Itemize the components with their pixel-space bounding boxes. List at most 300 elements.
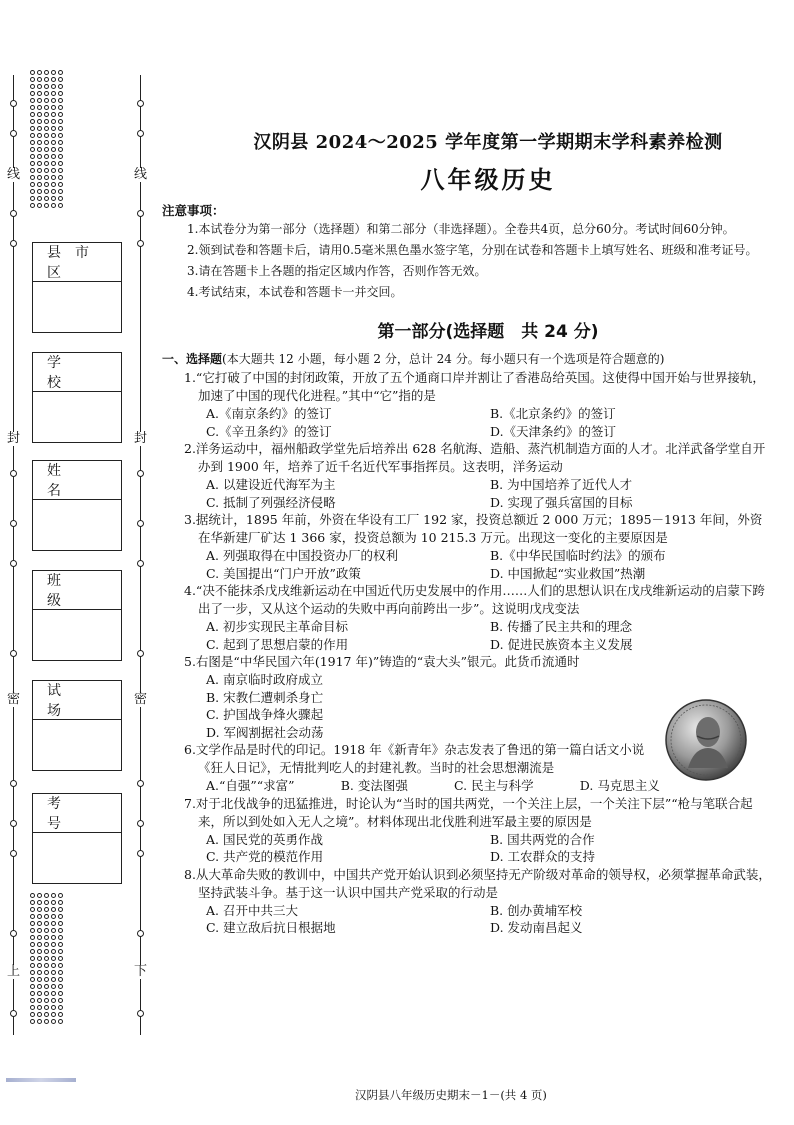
binding-dot [30,119,35,124]
binding-dot [58,921,63,926]
binding-ring [10,240,17,247]
binding-ring [10,130,17,137]
binding-dot [58,126,63,131]
binding-dot [58,970,63,975]
binding-dot [37,133,42,138]
binding-dot [37,91,42,96]
binding-dot [58,956,63,961]
binding-dot [30,182,35,187]
binding-dot [51,956,56,961]
binding-dot [30,956,35,961]
binding-dot [44,956,49,961]
question-4 [162,582,774,653]
binding-ring [137,650,144,657]
binding-dot [44,133,49,138]
option-b: B. 为中国培养了近代人才 [490,477,633,492]
binding-dot [30,203,35,208]
binding-dot [51,1005,56,1010]
exam-title: 汉阴县 2024～2025 学年度第一学期期末学科素养检测 [253,132,723,153]
binding-dot [51,907,56,912]
binding-dot [37,935,42,940]
binding-ring [10,520,17,527]
binding-dot [51,977,56,982]
binding-dot [44,70,49,75]
option-b: B.《中华民国临时约法》的颁布 [490,548,666,563]
field-label-exam-number: 考 号 [33,794,121,833]
binding-ring [10,780,17,787]
option-a: A. 列强取得在中国投资办厂的权利 [206,548,398,563]
binding-dot [44,91,49,96]
binding-dot [51,77,56,82]
binding-dot [58,175,63,180]
binding-dot [37,949,42,954]
binding-dot [44,921,49,926]
option-a: A. 国民党的英勇作战 [206,831,323,847]
binding-dot [30,949,35,954]
binding-dot [30,140,35,145]
option-b: B. 国共两党的合作 [490,831,595,847]
binding-dot [30,963,35,968]
binding-dot [44,140,49,145]
binding-dot [37,70,42,75]
binding-dot [44,161,49,166]
binding-ring [10,560,17,567]
binding-dot [51,196,56,201]
field-box-class[interactable] [32,570,122,661]
binding-dot [37,1019,42,1024]
binding-dot [51,70,56,75]
binding-dot [51,963,56,968]
binding-dot [58,112,63,117]
option-d: D. 工农群众的支持 [490,849,596,864]
binding-dot [51,970,56,975]
binding-ring [10,930,17,937]
binding-dot [30,921,35,926]
option-a: A.“自强”“求富” [206,778,295,793]
binding-dot [37,921,42,926]
binding-dot [37,203,42,208]
binding-dot [44,77,49,82]
question-stem: 1.“它打破了中国的封闭政策，开放了五个通商口岸并割让了香港岛给英国。这使得中国开始与世界接轨，加速了中国的现代化进程。”其中“它”指的是 [184,370,765,403]
section-label: 一、选择题 [162,352,223,366]
binding-ring [10,100,17,107]
binding-dot [37,147,42,152]
option-a: A. 以建设近代海军为主 [206,477,336,492]
binding-dot [37,984,42,989]
binding-dot [37,991,42,996]
cut-label-xian-inner: 线 [134,167,148,182]
binding-dot [51,914,56,919]
binding-dot [30,942,35,947]
binding-dot [44,907,49,912]
yuan-datou-coin-image [664,698,748,782]
cut-label-xian: 线 [7,167,21,182]
binding-dot [44,154,49,159]
page-footer: 汉阴县八年级历史期末－1－(共 4 页) [355,1088,547,1102]
binding-dot [44,991,49,996]
binding-dot [58,928,63,933]
binding-ring [137,820,144,827]
binding-ring [10,470,17,477]
binding-dot [58,203,63,208]
option-d: D.《天津条约》的签订 [490,423,617,439]
bottom-label-xia: 下 [134,964,148,979]
binding-dot [44,84,49,89]
binding-dot [37,907,42,912]
binding-dot [44,942,49,947]
binding-dot [44,126,49,131]
field-label-class: 班 级 [33,571,121,610]
binding-dot [37,956,42,961]
question-stem: 3.据统计，1895 年前，外资在华设有工厂 192 家，投资总额近 2 000 万元；1895－1913 年间，外资在华新建厂矿达 1 366 家，投资总额为 10 215.3 万元。出现这一变化的主要原因是 [184,512,763,545]
option-d: D. 军阀割据社会动荡 [206,724,324,740]
binding-ring [10,820,17,827]
binding-dot [30,900,35,905]
binding-dot [58,998,63,1003]
binding-dot [51,119,56,124]
binding-dot [30,77,35,82]
binding-dot [37,112,42,117]
cut-label-feng-inner: 封 [134,431,148,446]
field-box-county[interactable] [32,242,122,333]
binding-dot [37,182,42,187]
field-label-county: 县市区 [33,243,121,282]
binding-dot [44,928,49,933]
binding-dot [58,105,63,110]
cut-label-feng: 封 [7,431,21,446]
binding-dot [30,126,35,131]
binding-dot [51,893,56,898]
binding-dot [44,182,49,187]
binding-dot [58,935,63,940]
binding-dot [37,175,42,180]
binding-dot [37,98,42,103]
binding-dot [37,942,42,947]
binding-dot [51,84,56,89]
option-a: A. 南京临时政府成立 [206,672,323,687]
question-2 [162,440,774,511]
binding-ring [137,240,144,247]
binding-dot [44,147,49,152]
binding-dot [58,168,63,173]
binding-ring [137,780,144,787]
binding-dot [44,970,49,975]
binding-dot [44,1005,49,1010]
binding-dot [58,1019,63,1024]
binding-dot [44,112,49,117]
binding-dot [58,900,63,905]
option-b: B. 传播了民主共和的理念 [490,619,633,634]
binding-dot [51,182,56,187]
binding-dot [58,907,63,912]
binding-dot [58,942,63,947]
binding-dot [30,914,35,919]
binding-dot [51,935,56,940]
binding-ring [137,470,144,477]
binding-dot [58,196,63,201]
binding-ring [10,1010,17,1017]
option-c: C. 美国提出“门户开放”政策 [206,565,361,581]
option-c: C. 建立敌后抗日根据地 [206,920,336,935]
binding-dot [51,998,56,1003]
binding-dot [30,147,35,152]
binding-dot [58,949,63,954]
binding-dot [37,963,42,968]
dot-column-bottom [30,893,64,1024]
binding-ring [137,560,144,567]
binding-dot [44,175,49,180]
section-heading [162,350,774,369]
binding-ring [137,130,144,137]
option-a: A. 召开中共三大 [206,902,298,918]
binding-ring [137,100,144,107]
binding-dot [30,98,35,103]
binding-dot [58,161,63,166]
binding-dot [30,907,35,912]
binding-dot [58,70,63,75]
binding-ring [137,850,144,857]
option-b: B.《北京条约》的签订 [490,406,616,421]
binding-dot [30,168,35,173]
binding-dot [37,1005,42,1010]
binding-dot [30,893,35,898]
binding-margin [0,0,160,1125]
binding-dot [44,105,49,110]
option-a: A.《南京条约》的签订 [206,406,332,421]
binding-dot [58,133,63,138]
binding-dot [44,203,49,208]
binding-dot [44,168,49,173]
binding-dot [58,1005,63,1010]
note-2: 2.领到试卷和答题卡后，请用0.5毫米黑色墨水签字笔，分别在试卷和答题卡上填写姓名、班级和准考证号。 [187,243,758,257]
binding-dot [37,119,42,124]
question-stem: 6.文学作品是时代的印记。1918 年《新青年》杂志发表了鲁迅的第一篇白话文小说《狂人日记》，无情批判吃人的封建礼教。当时的社会思想潮流是 [184,742,645,775]
question-3 [162,511,774,582]
binding-dot [44,984,49,989]
binding-dot [30,84,35,89]
binding-dot [51,1019,56,1024]
binding-dot [58,119,63,124]
binding-dot [30,175,35,180]
binding-dot [30,161,35,166]
binding-dot [44,1019,49,1024]
option-c: C. 护国战争烽火骤起 [206,707,324,722]
binding-dot [37,168,42,173]
binding-dot [44,893,49,898]
binding-dot [58,977,63,982]
part1-title: 第一部分(选择题 共 24 分) [377,322,599,342]
option-c: C.《辛丑条约》的签订 [206,423,332,439]
binding-dot [58,1012,63,1017]
binding-dot [37,140,42,145]
binding-dot [51,942,56,947]
field-box-room[interactable] [32,680,122,771]
note-3: 3.请在答题卡上各题的指定区域内作答，否则作答无效。 [187,264,487,278]
binding-dot [51,189,56,194]
binding-dot [30,935,35,940]
question-7 [162,795,774,866]
binding-ring [137,1010,144,1017]
option-b: B. 变法图强 [340,778,408,793]
binding-dot [51,991,56,996]
field-box-school[interactable] [32,352,122,443]
binding-ring [10,850,17,857]
binding-dot [30,970,35,975]
binding-dot [51,133,56,138]
binding-dot [58,77,63,82]
binding-dot [51,105,56,110]
binding-dot [37,189,42,194]
binding-dot [37,893,42,898]
binding-dot [58,189,63,194]
binding-dot [58,84,63,89]
binding-dot [37,998,42,1003]
binding-dot [51,126,56,131]
subject-title: 八年级历史 [420,165,556,194]
binding-dot [30,991,35,996]
binding-dot [51,154,56,159]
bottom-label-shang: 上 [7,964,21,979]
option-d: D. 马克思主义 [579,778,660,793]
binding-dot [51,921,56,926]
question-stem: 2.洋务运动中，福州船政学堂先后培养出 628 名航海、造船、蒸汽机制造方面的人才。北洋武备学堂自开办到 1900 年，培养了近千名近代军事指挥员。这表明，洋务运动 [184,441,766,474]
binding-dot [51,984,56,989]
notes-heading: 注意事项： [162,203,225,218]
binding-dot [30,70,35,75]
binding-dot [44,935,49,940]
option-c: C. 共产党的模范作用 [206,849,324,864]
binding-dot [37,196,42,201]
question-1 [162,369,774,440]
field-box-name[interactable] [32,460,122,551]
binding-dot [44,963,49,968]
binding-dot [58,963,63,968]
binding-line-outer [13,75,14,1035]
binding-line-inner [140,75,141,1035]
binding-dot [37,154,42,159]
binding-dot [51,203,56,208]
binding-dot [44,900,49,905]
binding-dot [51,112,56,117]
binding-dot [51,147,56,152]
binding-dot [51,91,56,96]
binding-dot [37,977,42,982]
binding-dot [30,112,35,117]
binding-dot [37,914,42,919]
binding-dot [58,182,63,187]
binding-dot [58,991,63,996]
binding-dot [51,98,56,103]
binding-dot [58,984,63,989]
binding-dot [51,161,56,166]
field-box-exam-number[interactable] [32,793,122,884]
binding-dot [44,914,49,919]
question-stem: 5.右图是“中华民国六年(1917 年)”铸造的“袁大头”银元。此货币流通时 [184,654,580,669]
binding-dot [58,98,63,103]
option-d: D. 发动南昌起义 [490,920,583,935]
cut-label-mi-inner: 密 [134,692,148,707]
field-label-school: 学 校 [33,353,121,392]
binding-ring [137,210,144,217]
binding-dot [37,928,42,933]
binding-dot [44,977,49,982]
binding-dot [44,119,49,124]
binding-dot [51,949,56,954]
binding-dot [51,140,56,145]
binding-dot [51,168,56,173]
question-stem: 8.从大革命失败的教训中，中国共产党开始认识到必须坚持无产阶级对革命的领导权，必须掌握革命武装，坚持武装斗争。基于这一认识中国共产党采取的行动是 [184,866,771,900]
option-b: B. 宋教仁遭刺杀身亡 [206,689,324,705]
binding-dot [37,105,42,110]
binding-dot [51,900,56,905]
binding-dot [44,1012,49,1017]
field-label-room: 试 场 [33,681,121,720]
binding-dot [30,154,35,159]
question-stem: 7.对于北伐战争的迅猛推进，时论认为“当时的国共两党，一个关注上层，一个关注下层”“枪与笔联合起来，所以到处如入无人之境”。材料体现出北伐胜利进军最主要的原因是 [184,795,753,829]
section-desc: (本大题共 12 小题，每小题 2 分，总计 24 分。每小题只有一个选项是符合题意的) [222,352,665,366]
binding-dot [58,147,63,152]
option-d: D. 促进民族资本主义发展 [490,636,633,652]
binding-dot [30,1005,35,1010]
binding-dot [30,196,35,201]
binding-dot [37,84,42,89]
binding-dot [30,189,35,194]
binding-dot [37,77,42,82]
option-c: C. 民主与科学 [454,778,534,793]
binding-dot [58,154,63,159]
binding-dot [30,1019,35,1024]
binding-dot [58,140,63,145]
binding-dot [30,977,35,982]
binding-dot [51,928,56,933]
dot-column-top [30,70,64,208]
question-stem: 4.“决不能抹杀戊戌维新运动在中国近代历史发展中的作用……人们的思想认识在戊戌维新运动的启蒙下跨出了一步，又从这个运动的失败中再向前跨出一步”。这说明戊戌变法 [184,583,765,616]
option-c: C. 抵制了列强经济侵略 [206,494,336,510]
binding-dot [30,928,35,933]
binding-dot [58,91,63,96]
binding-ring [137,520,144,527]
binding-dot [37,1012,42,1017]
binding-ring [10,650,17,657]
note-1: 1.本试卷分为第一部分（选择题）和第二部分（非选择题）。全卷共4页，总分60分。考试时间60分钟。 [187,222,735,236]
binding-dot [44,98,49,103]
binding-dot [51,175,56,180]
question-8 [162,866,774,937]
binding-dot [58,893,63,898]
binding-dot [30,984,35,989]
binding-ring [137,930,144,937]
binding-dot [44,196,49,201]
exam-page [162,128,774,937]
binding-dot [44,998,49,1003]
binding-dot [51,1012,56,1017]
option-a: A. 初步实现民主革命目标 [206,619,348,634]
binding-dot [30,91,35,96]
option-d: D. 实现了强兵富国的目标 [490,494,633,510]
binding-dot [58,914,63,919]
option-c: C. 起到了思想启蒙的作用 [206,636,349,652]
binding-dot [44,189,49,194]
binding-dot [30,1012,35,1017]
binding-dot [37,970,42,975]
scan-streak [6,1078,76,1082]
note-4: 4.考试结束，本试卷和答题卡一并交回。 [187,285,403,299]
binding-dot [37,126,42,131]
option-d: D. 中国掀起“实业救国”热潮 [490,565,646,581]
binding-dot [44,949,49,954]
binding-dot [37,900,42,905]
binding-dot [30,133,35,138]
